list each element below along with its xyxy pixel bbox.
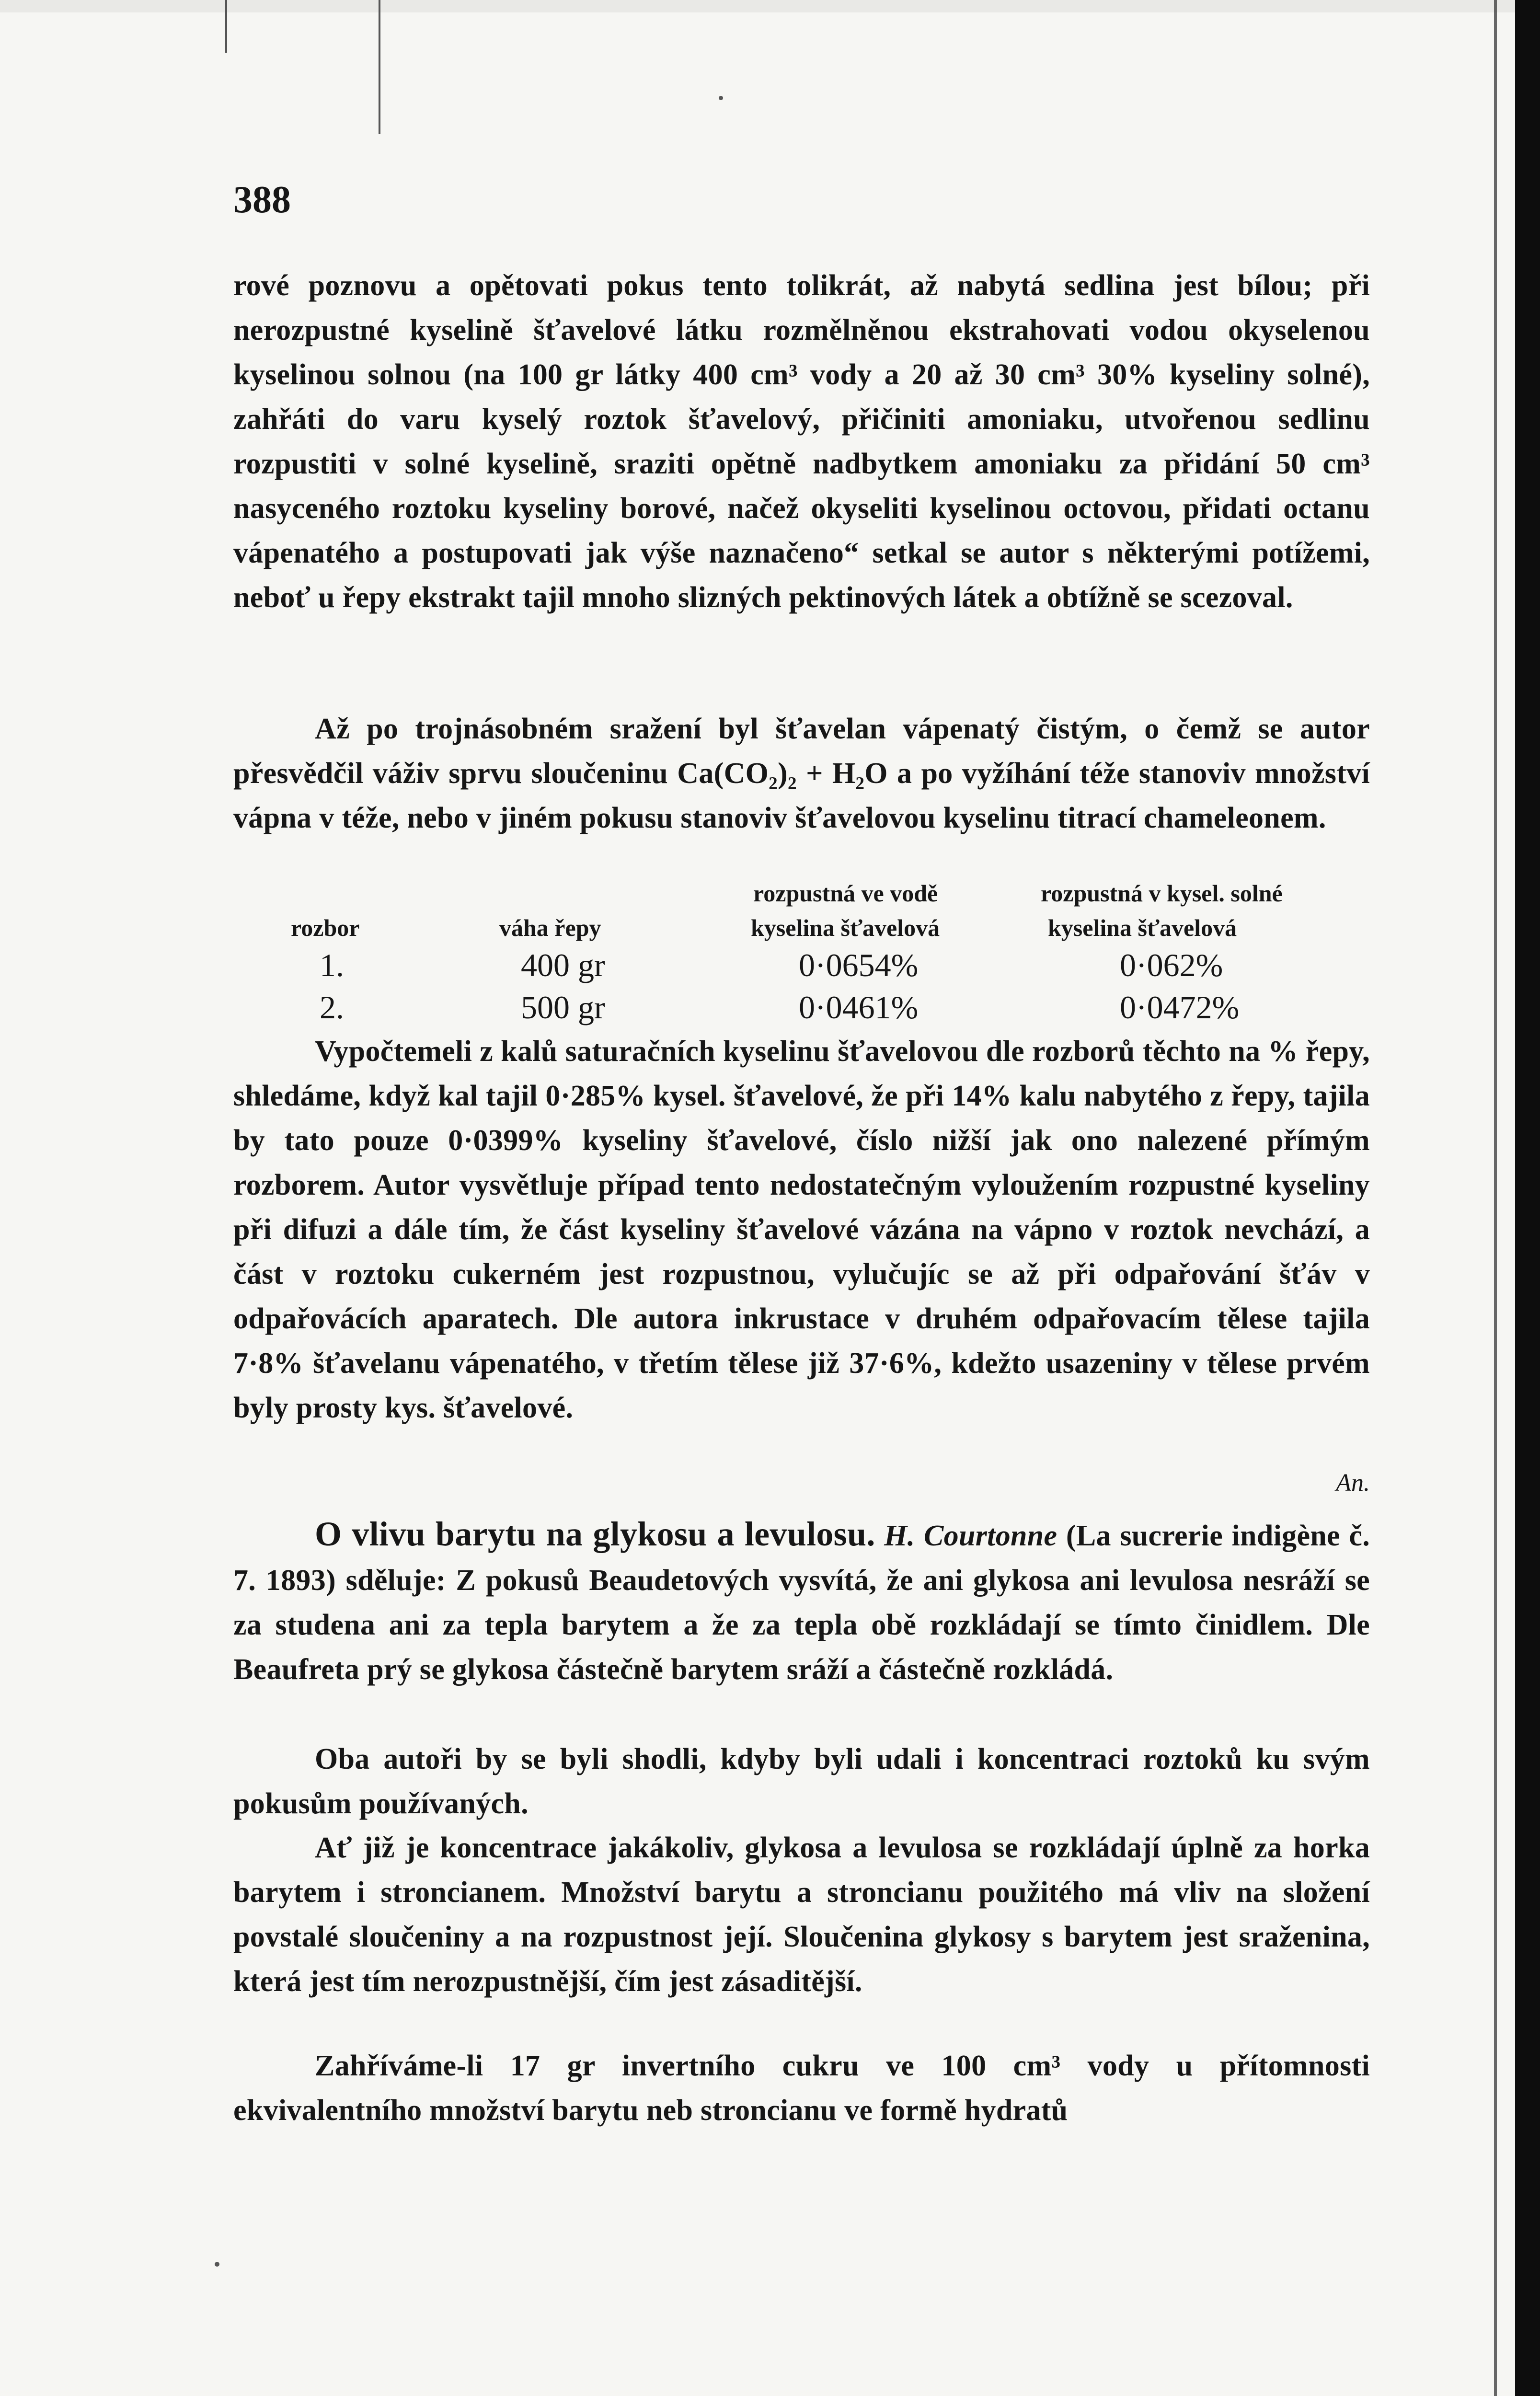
table-cell: 500 gr [521, 989, 605, 1025]
article-source: (La sucrerie indigène č. 7. 1893) sděluje: Z pokusů Beaudetových vysvítá, že ani glykosa ani levulosa nesráží se za studena ani za tepla barytem a že za tepla obě rozkládají se tímto činidlem. Dle Beaufreta prý se glykosa částečně barytem sráží a částečně rozkládá. [233, 1520, 1370, 1686]
scan-margin-line [1494, 0, 1497, 2396]
scan-top-edge [0, 0, 1540, 12]
table-col-voda: kyselina šťavelová [751, 914, 940, 941]
paragraph-2: Až po trojnásobném sražení byl šťavelan vápenatý čistým, o čemž se autor přesvědčil váživ sprvu sloučeninu Ca(CO₂)₂ + H₂O a po vyžíhání téže stanoviv množství vápna v téže, nebo v jiném pokusu stanoviv šťavelovou kyselinu titrací chameleonem. [233, 713, 1370, 834]
paragraph-3: Vypočtemeli z kalů saturačních kyselinu šťavelovou dle rozborů těchto na % řepy, shledáme, když kal tajil 0·285% kysel. šťavelové, že při 14% kalu nabytého z řepy, tajila by tato pouze 0·0399% kyseliny šťavelové, číslo nižší jak ono nalezené přímým rozborem. Autor vysvětluje případ tento nedostatečným vyloužením rozpustné kyseliny při difuzi a dále tím, že část kyseliny šťavelové vázána na vápno v roztok nevchází, a část v roztoku cukerném jest rozpustnou, vylučujíc se až při odpařování šťáv v odpařovácích aparatech. Dle autora inkrustace v druhém odpařovacím tělese tajila 7·8% šťavelanu vápenatého, v třetím tělese již 37·6%, kdežto usazeniny v tělese prvém byly prosty kys. šťavelové. [233, 1035, 1370, 1424]
scan-speck [225, 0, 227, 53]
table-cell: 1. [320, 947, 344, 983]
paragraph-7: Zahříváme-li 17 gr invertního cukru ve 100 cm³ vody u přítomnosti ekvivalentního množství barytu neb stroncianu ve formě hydratů [233, 2050, 1370, 2127]
table-head-water: rozpustná ve vodě [753, 880, 938, 907]
signature-row [233, 1469, 1370, 1498]
table-head-hcl: rozpustná v kysel. solné [1041, 880, 1283, 907]
scan-speck [719, 96, 723, 100]
analysis-table [233, 879, 1370, 1033]
signature: An. [1336, 1469, 1370, 1497]
scan-speck [215, 2262, 219, 2267]
page-number: 388 [233, 179, 291, 221]
paragraph-5: Oba autoři by se byli shodli, kdyby byli udali i koncentraci roztoků ku svým pokusům používaných. [233, 1743, 1370, 1820]
table-col-solna: kyselina šťavelová [1048, 914, 1237, 941]
table-col-rozbor: rozbor [291, 914, 360, 941]
article-author: H. Courtonne [884, 1520, 1057, 1552]
paragraph-6: Ať již je koncentrace jakákoliv, glykosa a levulosa se rozkládají úplně za horka barytem i stroncianem. Množství barytu a stroncianu použitého má vliv na složení povstalé sloučeniny a na rozpustnost její. Sloučenina glykosy s barytem jest sraženina, která jest tím nerozpustnější, čím jest zásaditější. [233, 1832, 1370, 1998]
table-cell: 0·0461% [799, 989, 919, 1025]
table-cell: 0·0472% [1120, 989, 1240, 1025]
table-cell: 400 gr [521, 947, 605, 983]
table-cell: 2. [320, 989, 344, 1025]
scan-right-edge [1515, 0, 1540, 2396]
table-cell: 0·062% [1120, 947, 1223, 983]
table-cell: 0·0654% [799, 947, 919, 983]
scan-speck [379, 0, 380, 134]
table-col-vaha: váha řepy [499, 914, 601, 941]
article-title: O vlivu barytu na glykosu a levulosu. [315, 1515, 875, 1553]
article-opening [233, 1512, 1370, 1692]
paragraph-1: rové poznovu a opětovati pokus tento tolikrát, až nabytá sedlina jest bílou; při nerozpustné kyselině šťavelové látku rozmělněnou ekstrahovati vodou okyselenou kyselinou solnou (na 100 gr látky 400 cm³ vody a 20 až 30 cm³ 30% kyseliny solné), zahřáti do varu kyselý roztok šťavelový, přičiniti amoniaku, utvořenou sedlinu rozpustiti v solné kyselině, sraziti opětně nadbytkem amoniaku za přidání 50 cm³ nasyceného roztoku kyseliny borové, načež okyseliti kyselinou octovou, přidati octanu vápenatého a postupovati jak výše naznačeno“ setkal se autor s některými potížemi, neboť u řepy ekstrakt tajil mnoho slizných pektinových látek a obtížně se scezoval. [233, 269, 1370, 614]
